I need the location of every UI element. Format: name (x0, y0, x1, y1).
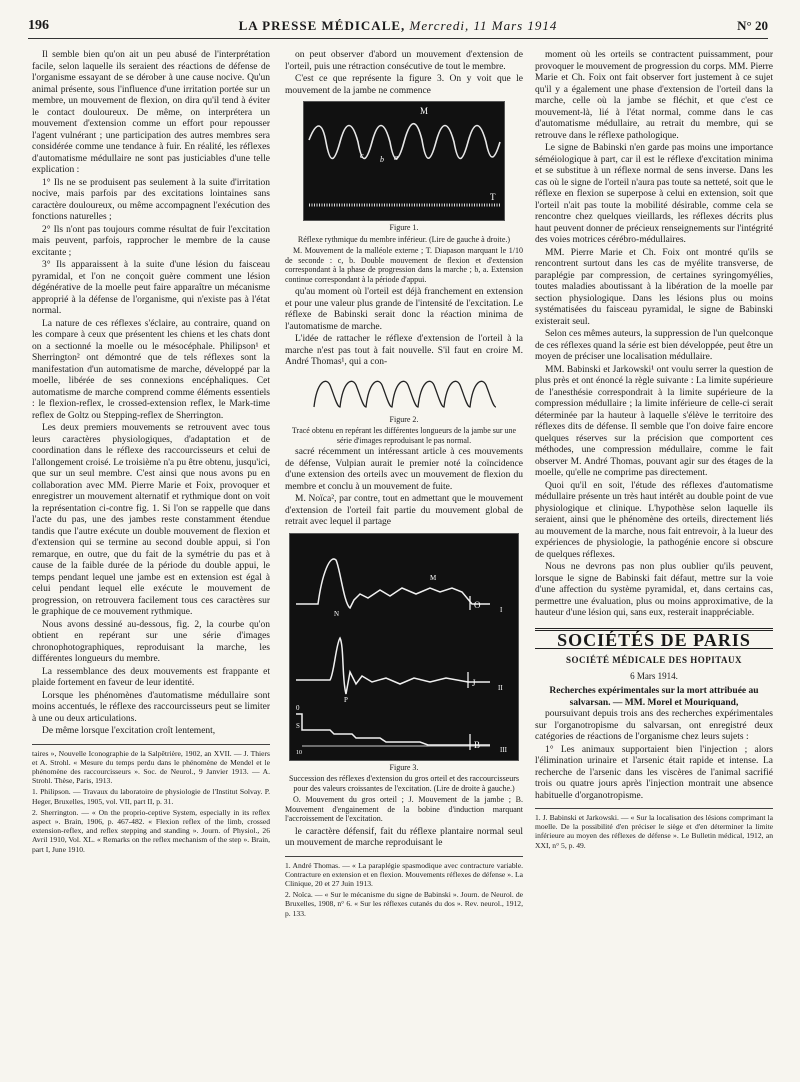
paragraph: C'est ce que représente la figure 3. On y voit que le mouvement de la jambe ne commence (285, 74, 523, 96)
paragraph: on peut observer d'abord un mouvement d'extension de l'orteil, puis une rétraction consécutive de tout le membre. (285, 50, 523, 72)
paragraph: Nous avons dessiné au-dessous, fig. 2, la courbe qu'on obtient en repérant sur une série d'images chronophotographiques, reproduisant la marche, les différentes longueurs du membre. (32, 619, 270, 664)
label-m: M (430, 573, 437, 582)
label-c: c (360, 151, 364, 160)
paragraph: poursuivant depuis trois ans des recherches expérimentales sur l'organotropisme du salvarsan, ont enregistré deux catégories de réactions de l'organisme chez leurs sujets : (535, 709, 773, 742)
footnote: 2. Noïca. — « Sur le mécanisme du signe de Babinski ». Journ. de Neurol. de Bruxelles, 1908, n° 6. « Sur les réflexes cutanés du dos ». Rev. neurol., 1912, p. 133. (285, 890, 523, 918)
label-zero: 0 (296, 703, 300, 712)
page-number: 196 (28, 18, 49, 33)
issue-number: N° 20 (737, 18, 768, 33)
figure-2-trace (304, 373, 504, 413)
label-p: P (344, 695, 348, 704)
label-ten: 10 (296, 749, 302, 756)
paragraph: MM. Babinski et Jarkowski¹ ont voulu serrer la question de plus près et ont énoncé la règle suivante : La limite supérieure de l'anesthésie correspondrait à la limite supérieure de la compression médullaire ; la limite inférieure de celle-ci serait déterminée par la hauteur à laquelle s'élève le territoire des réflexes dits de défense. Il semble que l'on doive faire encore quelques réserves sur la précision que comportent ces méthodes, une compression médullaire, comme le fait observer M. André Thomas, pouvant agir sur des étages de la moelle, qu'elle ne comprime pas directement. (535, 364, 773, 478)
footnote: 1. J. Babinski et Jarkowski. — « Sur la localisation des lésions comprimant la moelle. De la possibilité d'en préciser le siège et d'en déterminer la limite inférieure au moyen des réflexes de défense ». Le Bulletin médical, 1912, an XXI, n° 5, p. 49. (535, 813, 773, 850)
paragraph: Selon ces mêmes auteurs, la suppression de l'un quelconque de ces réflexes quand la série est bien développée, peut être un moyen de préciser une localisation médullaire. (535, 329, 773, 362)
figure-1-legend: M. Mouvement de la malléole externe ; T. Diapason marquant le 1/10 de seconde : c, b. Double mouvement de flexion et d'extension correspondant à la phase de progression dans la marche ; b, a. Extension continue correspondant à la période d'appui. (285, 246, 523, 284)
figure-2-caption: Tracé obtenu en repérant les différentes longueurs de la jambe sur une série d'images reproduisant le pas normal. (291, 426, 517, 445)
society-name: SOCIÉTÉ MÉDICALE DES HOPITAUX (565, 655, 743, 665)
figure-1-title: Figure 1. (389, 223, 419, 232)
label-roman-i: I (500, 605, 503, 614)
label-a: a (394, 153, 398, 162)
label-j: J (472, 677, 476, 688)
footnotes (285, 856, 523, 918)
figure-2-title: Figure 2. (389, 414, 419, 424)
page-header (28, 18, 768, 39)
figure-3-caption: Succession des réflexes d'extension du gros orteil et des raccourcisseurs pour des valeurs croissantes de l'excitation. (Lire de droite à gauche.) (288, 774, 520, 793)
label-m: M (420, 106, 429, 116)
paragraph: De même lorsque l'excitation croît lentement, (42, 726, 216, 736)
footnotes (32, 744, 270, 854)
paragraph: 3° Ils apparaissent à la suite d'une lésion du faisceau pyramidal, et l'on ne conçoit guère comment une lésion dégénérative de la moelle peut faire apparaître un mécanisme approprié à la défense de l'organisme, qui n'existe pas à l'état normal. (32, 260, 270, 316)
footnote: taires », Nouvelle Iconographie de la Salpêtrière, 1902, an XVII. — J. Thiers et A. Strohl. « Mesure du temps perdu dans le phénomène de Mendel et le phénomène des raccourcisseurs ». Soc. de Neurol., 9 Janvier 1913. — A. Strohl. Thèse, Paris, 1913. (32, 748, 270, 786)
label-n: N (334, 609, 340, 618)
paragraph: moment où les orteils se contractent puissamment, pour provoquer le mouvement de progression du corps. MM. Pierre Marie et Ch. Foix ont fait observer fort justement à ce sujet qu'il y a également une phase d'extension de l'orteil dans la marche, celle où la jambe se fléchit, et que c'est ce mouvement-là, lié à l'état normal, comme dans le cas d'automatisme médullaire, au retrait du membre, qui se retrouve dans le réflexe pathologique. (535, 50, 773, 141)
journal-name: LA PRESSE MÉDICALE, (238, 18, 406, 33)
paragraph: Quoi qu'il en soit, l'étude des réflexes d'automatisme médullaire présente un très haut intérêt au double point de vue physiologique et clinique. L'hypothèse selon laquelle ils seraient, ainsi que le phénomène des orteils, directement liés au mouvement de la marche, nous fait entrevoir, à la lueur des expériences de physiologie, la pathogénie encore si obscure de quelques réflexes. (535, 480, 773, 560)
paragraph: 1° Ils ne se produisent pas seulement à la suite d'irritation nocive, mais parfois par des excitations lointaines sans caractère douloureux, ou même accompagnent l'exécution des fonctions naturelles ; (32, 177, 270, 222)
paragraph: Il semble bien qu'on ait un peu abusé de l'interprétation facile, selon laquelle ils seraient des réactions de défense de l'organisme essayant de se dérober à une cause nocive. Qu'un animal présente, sous l'influence d'une irritation portée sur un membre, un mouvement de flexion, on dira qu'il tend à éviter le contact douloureux. De même, on interprétera un mouvement d'extension comme un effort pour repousser l'agent vulnérant ; une participation des autres membres sera considérée comme une tendance à fuir. En réalité, les réflexes d'automatisme médullaire ne sont pas justiciables d'une telle explication : (32, 50, 270, 175)
figure-1-trace (303, 101, 505, 221)
paragraph: 1° Les animaux supportaient bien l'injection ; alors l'élimination urinaire et l'arsenic était rapide et intense. La recherche de l'arsenic dans les viscères de l'animal sacrifié trois ou quatre jours après l'injection montrait une absence habituelle d'organotropisme. (535, 744, 773, 801)
paragraph: Le signe de Babinski n'en garde pas moins une importance séméiologique à part, car il est le réflexe d'excitation minima et se substitue à un réflexe normal de sens inverse. Dans les cas où le signe de l'orteil n'aura pas toute sa netteté, soit que le réflexe en flexion se superpose à celui en extension, soit que l'orteil n'ait pas toute la mobilité désirable, comme cela se rencontre chez quelques vieillards, les réflexes décrits plus haut peuvent donner de précieux renseignements sur l'intégrité des voies motrices cérébro-médullaires. (535, 143, 773, 245)
paragraph: MM. Pierre Marie et Ch. Foix ont montré qu'ils se rencontrent surtout dans les cas de myélite transverse, de paraplégie par compression, de certaines syringomyélies, toutes maladies aboutissant à la libération de la moelle par section physiologique. Dans les lésions plus ou moins systématisées du faisceau pyramidal, le signe de Babinski existerait seul. (535, 247, 773, 327)
talk-title: Recherches expérimentales sur la mort attribuée au salvarsan. — MM. Morel et Mouriquand, (549, 686, 759, 708)
column-3 (535, 50, 773, 852)
paragraph: Les deux premiers mouvements se retrouvent avec tous leurs caractères physiologiques, d'adaptation et de coordination dans le réflexe des raccourcisseurs et celui de l'allongement croisé. Le troisième n'a pu être obtenu, jusqu'ici, que sur un seul membre. C'est ainsi que nous avons pu en collaboration avec MM. Pierre Marie et Foix, provoquer et enregistrer un mouvement alternatif et rythmique dont on voit la représentation ci-contre fig. 1. Si l'on se rappelle que dans l'acte du pas, une des jambes reste constamment étendue tandis que l'autre exécute un double mouvement de flexion et d'extension qui se termine au second double appui, si l'on remarque, en outre, que du fait de la symétrie du pas et à cause de la faible durée de la période du double appui, le temps pendant lequel une jambe est en extension est égal à celui pendant lequel elle exécute le mouvement de progression, on retrouvera facilement tous ces caractères sur le graphique de ce mouvement rythmique. (32, 423, 270, 617)
label-t: T (490, 192, 496, 202)
column-2 (285, 50, 523, 920)
paragraph: La ressemblance des deux mouvements est frappante et plaide fortement en faveur de leur identité. (32, 666, 270, 688)
issue-date: Mercredi, 11 Mars 1914 (409, 18, 558, 33)
label-b: b (380, 155, 384, 164)
figure-3-title: Figure 3. (389, 762, 419, 772)
figure-1-caption: Réflexe rythmique du membre inférieur. (Lire de gauche à droite.) (297, 234, 511, 244)
paragraph: sacré récemment un intéressant article à ces mouvements de défense, Vulpian aurait le premier noté la coïncidence d'une extension des orteils avec un mouvement de flexion du membre et conclu à un mouvement de fuite. (285, 447, 523, 492)
paragraph: 2° Ils n'ont pas toujours comme résultat de fuir l'excitation mais peuvent, parfois, rapprocher le membre de la cause excitante ; (32, 224, 270, 258)
paragraph: M. Noïca², par contre, tout en admettant que le mouvement d'extension de l'orteil fait partie du mouvement global de retrait avec lequel il partage (285, 494, 523, 527)
journal-title-line (28, 18, 768, 34)
paragraph: Nous ne devrons pas non plus oublier qu'ils peuvent, lorsque le signe de Babinski fait défaut, mettre sur la voie d'une affection du système pyramidal, et, dans certains cas, permettre une évaluation, plus ou moins approximative, de la hauteur d'une lésion qui, sans eux, resterait inappréciable. (535, 562, 773, 618)
footnotes (535, 808, 773, 850)
footnote: 1. Philipson. — Travaux du laboratoire de physiologie de l'Institut Solvay. P. Heger, Bruxelles, 1905, vol. VII, part II, p. 31. (32, 787, 270, 806)
paragraph: Lorsque les phénomènes d'automatisme médullaire sont moins accentués, le réflexe des raccourcisseurs peut se limiter à une ou deux articulations. (32, 690, 270, 724)
label-roman-iii: III (500, 745, 507, 754)
figure-3-trace (289, 533, 519, 761)
paragraph: qu'au moment où l'orteil est déjà franchement en extension et pour une valeur plus grande de l'intensité de l'excitation. Le réflexe de Babinski serait donc la réaction minima de l'automatisme de marche. (285, 287, 523, 332)
label-b: B (474, 739, 481, 750)
section-title: SOCIÉTÉS DE PARIS (557, 629, 751, 650)
paragraph: le caractère défensif, fait du réflexe plantaire normal seul un mouvement de marche reproduisant le (285, 826, 523, 848)
label-roman-ii: II (498, 683, 503, 692)
paragraph: La nature de ces réflexes s'éclaire, au contraire, quand on les compare à ceux que présentent les chiens et les chats dont on a sectionné la moelle ou le mésocéphale. Philipson¹ et Sherrington² ont démontré que de tels réflexes sont la manifestation d'un automatisme de marche, développé par la moelle, libérée de ses connexions encéphaliques. Cet automatisme de marche comprend comme éléments essentiels : le flexion-reflex, le crossed-extension reflex, le Mark-time reflex de Goltz ou Stepping-reflex de Sherrington. (32, 318, 270, 421)
figure-3-legend: O. Mouvement du gros orteil ; J. Mouvement de la jambe ; B. Mouvement d'engainement de la bobine d'induction marquant l'accroissement de l'excitation. (285, 795, 523, 823)
footnote: 1. André Thomas. — « La paraplégie spasmodique avec contracture variable. Contracture en extension et en flexion. Mouvements réflexes de défense ». La Clinique, 20 et 27 Juin 1913. (285, 860, 523, 888)
label-o: O (474, 599, 481, 610)
label-s: S (296, 721, 300, 730)
footnote: 2. Sherrington. — « On the proprio-ceptive System, especially in its reflex aspect ». Brain, 1906, p. 467-482. « Flexion reflex of the limb, crossed extension-reflex, and reflex stepping and standing ». Journ. of Physiol., 26 Avril 1910, Vol. XL. « Remarks on the reflex mechanism of the step ». Brain, part I, June 1910. (32, 807, 270, 854)
column-1 (32, 50, 270, 856)
session-date: 6 Mars 1914. (630, 670, 678, 681)
paragraph: L'idée de rattacher le réflexe d'extension de l'orteil à la marche n'est pas tout à fait nouvelle. S'il faut en croire M. André Thomas¹, qui a con- (285, 334, 523, 367)
